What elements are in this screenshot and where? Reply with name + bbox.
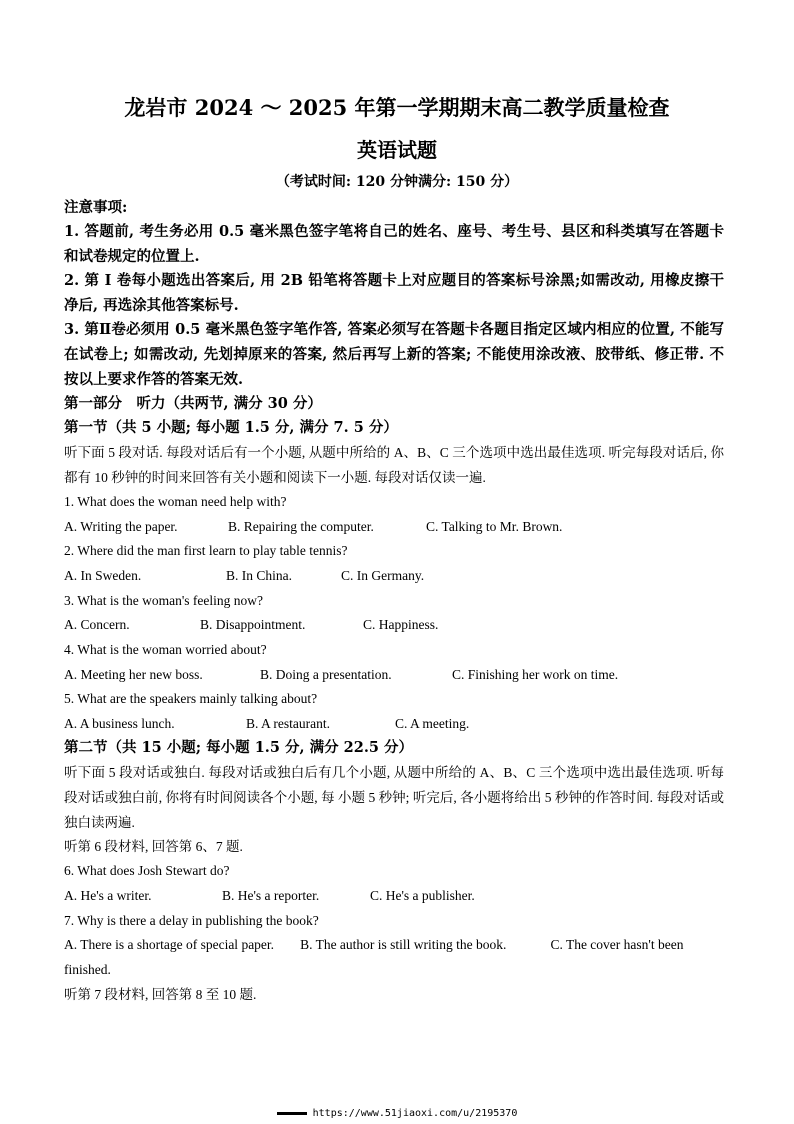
option-a: A. A business lunch. — [64, 716, 175, 731]
option-a: A. Meeting her new boss. — [64, 667, 203, 682]
question-5: 5. What are the speakers mainly talking about? — [64, 691, 318, 706]
option-c: C. In Germany. — [341, 568, 425, 583]
exam-subject: 英语试题 — [357, 138, 437, 162]
part1-heading: 第一部分 听力（共两节, 满分 30 分） — [64, 395, 322, 412]
notice-item-2: 2. 第 I 卷每小题选出答案后, 用 2B 铅笔将答题卡上对应题目的答案标号涂黑;如需改动, 用橡皮擦干净后, 再选涂其他答案标号. — [64, 272, 724, 314]
option-b: B. In China. — [226, 568, 292, 583]
option-c: C. The cover hasn't been finished. — [64, 937, 684, 977]
question-5-options — [64, 711, 724, 736]
question-3-options — [64, 612, 724, 637]
notice-heading: 注意事项: — [64, 199, 128, 216]
option-b: B. Doing a presentation. — [260, 667, 392, 682]
option-b: B. He's a reporter. — [222, 888, 320, 903]
option-c: C. A meeting. — [395, 716, 470, 731]
question-2: 2. Where did the man first learn to play table tennis? — [64, 543, 348, 558]
question-1: 1. What does the woman need help with? — [64, 494, 287, 509]
notice-item-1: 1. 答题前, 考生务必用 0.5 毫米黑色签字笔将自己的姓名、座号、考生号、县区和科类填写在答题卡和试卷规定的位置上. — [64, 223, 724, 265]
question-3: 3. What is the woman's feeling now? — [64, 593, 264, 608]
material-6-note: 听第 6 段材料, 回答第 6、7 题. — [64, 839, 243, 854]
exam-time-info: （考试时间: 120 分钟满分: 150 分） — [275, 174, 519, 190]
option-a: A. Writing the paper. — [64, 519, 178, 534]
option-a: A. There is a shortage of special paper. — [64, 937, 275, 952]
question-7: 7. Why is there a delay in publishing the book? — [64, 913, 319, 928]
option-b: B. The author is still writing the book. — [300, 937, 507, 952]
page-footer — [0, 1108, 794, 1119]
section1-instructions: 听下面 5 段对话. 每段对话后有一个小题, 从题中所给的 A、B、C 三个选项中选出最佳选项. 听完每段对话后, 你都有 10 秒钟的时间来回答有关小题和阅读下一小题. 每段对话仅读一遍. — [64, 445, 724, 485]
option-b: B. Disappointment. — [200, 617, 306, 632]
option-c: C. Happiness. — [363, 617, 439, 632]
option-a: A. Concern. — [64, 617, 130, 632]
option-c: C. Talking to Mr. Brown. — [426, 519, 563, 534]
option-b: B. A restaurant. — [246, 716, 330, 731]
section2-instructions: 听下面 5 段对话或独白. 每段对话或独白后有几个小题, 从题中所给的 A、B、C 三个选项中选出最佳选项. 听每段对话或独白前, 你将有时间阅读各个小题, 每 小题 5 秒钟; 听完后, 各小题将给出 5 秒钟的作答时间. 每段对话或独白读两遍. — [64, 765, 724, 830]
notice-item-3: 3. 第Ⅱ卷必须用 0.5 毫米黑色签字笔作答, 答案必须写在答题卡各题目指定区域内相应的位置, 不能写在试卷上; 如需改动, 先划掉原来的答案, 然后再写上新的答案; 不能使用涂改液、胶带纸、修正带. 不按以上要求作答的答案无效. — [64, 321, 724, 388]
section1-heading: 第一节（共 5 小题; 每小题 1.5 分, 满分 7. 5 分） — [64, 419, 398, 436]
material-7-note: 听第 7 段材料, 回答第 8 至 10 题. — [64, 987, 257, 1002]
question-2-options — [64, 563, 724, 588]
footer-url[interactable]: https://www.51jiaoxi.com/u/2195370 — [312, 1108, 518, 1119]
section2-heading: 第二节（共 15 小题; 每小题 1.5 分, 满分 22.5 分） — [64, 739, 414, 756]
exam-title: 龙岩市 2024 ～ 2025 年第一学期期末高二教学质量检查 — [124, 95, 670, 120]
option-c: C. He's a publisher. — [370, 888, 475, 903]
question-6-options — [64, 883, 724, 908]
option-b: B. Repairing the computer. — [228, 519, 374, 534]
question-6: 6. What does Josh Stewart do? — [64, 863, 230, 878]
question-4-options — [64, 662, 724, 687]
option-a: A. He's a writer. — [64, 888, 152, 903]
watermark-logo — [277, 1112, 307, 1115]
option-c: C. Finishing her work on time. — [452, 667, 619, 682]
question-4: 4. What is the woman worried about? — [64, 642, 267, 657]
option-a: A. In Sweden. — [64, 568, 142, 583]
question-7-options — [64, 932, 724, 982]
question-1-options — [64, 514, 724, 539]
